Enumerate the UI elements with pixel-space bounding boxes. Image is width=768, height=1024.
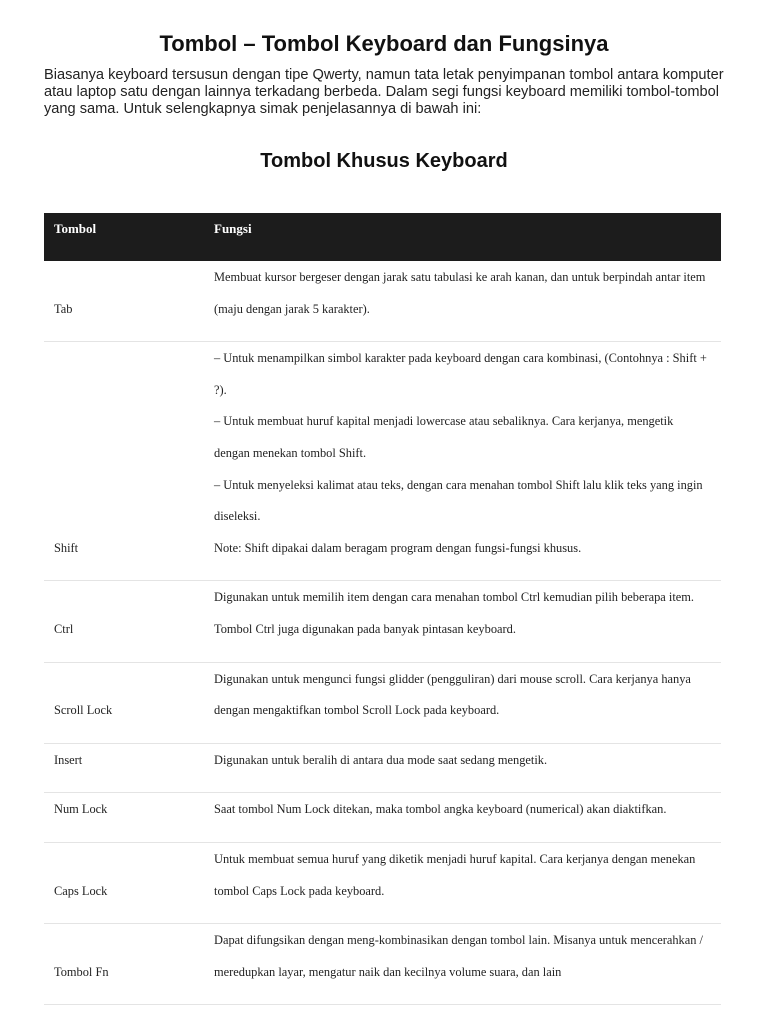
function-text: Digunakan untuk mengunci fungsi glidder (pengguliran) dari mouse scroll. Cara kerjanya hanya dengan mengaktifkan tombol Scroll Lock pada keyboard. [214,671,691,718]
key-cell: Caps Lock [44,842,204,923]
column-header-tombol: Tombol [54,221,97,236]
section-heading: Tombol Khusus Keyboard [260,150,508,172]
page-title: Tombol – Tombol Keyboard dan Fungsinya [159,31,609,56]
key-cell: Tombol Fn [44,924,204,1005]
table-row [44,793,721,843]
function-cell [204,662,721,743]
function-text: Untuk membuat semua huruf yang diketik menjadi huruf kapital. Cara kerjanya dengan menekan tombol Caps Lock pada keyboard. [214,851,696,898]
key-cell: Ctrl [44,581,204,662]
function-cell [204,342,721,581]
key-cell: Scroll Lock [44,662,204,743]
function-cell [204,581,721,662]
key-cell: Num Lock [44,793,204,843]
function-cell [204,261,721,342]
function-text: Dapat difungsikan dengan meng-kombinasikan dengan tombol lain. Misanya untuk mencerahkan / meredupkan layar, mengatur naik dan kecilnya volume suara, dan lain [214,933,703,979]
function-cell [204,924,721,1005]
function-text: – Untuk menyeleksi kalimat atau teks, dengan cara menahan tombol Shift lalu klik teks yang ingin diseleksi. [214,477,703,524]
function-cell [204,842,721,923]
column-header-fungsi: Fungsi [214,221,252,236]
table-row [44,581,721,662]
function-cell [204,743,721,793]
function-text: Membuat kursor bergeser dengan jarak satu tabulasi ke arah kanan, dan untuk berpindah antar item (maju dengan jarak 5 karakter). [214,270,706,316]
table-row [44,342,721,581]
table-row [44,842,721,923]
table-row [44,662,721,743]
table-header-row [44,213,721,261]
key-cell: Insert [44,743,204,793]
function-text: Digunakan untuk memilih item dengan cara menahan tombol Ctrl kemudian pilih beberapa item. Tombol Ctrl juga digunakan pada banyak pintasan keyboard. [214,590,695,636]
keyboard-keys-table [44,213,721,1005]
function-cell [204,793,721,843]
intro-paragraph: Biasanya keyboard tersusun dengan tipe Qwerty, namun tata letak penyimpanan tombol antara komputer atau laptop satu dengan lainnya terkadang berbeda. Dalam segi fungsi keyboard memiliki tombol-tombol yang sama. Untuk selengkapnya simak penjelasannya di bawah ini: [44,67,724,117]
key-cell: Tab [44,261,204,342]
function-text: Saat tombol Num Lock ditekan, maka tombol angka keyboard (numerical) akan diaktifkan. [214,802,667,817]
function-note: Note: Shift dipakai dalam beragam program dengan fungsi-fungsi khusus. [214,540,582,555]
function-text: Digunakan untuk beralih di antara dua mode saat sedang mengetik. [214,752,548,767]
function-text: – Untuk menampilkan simbol karakter pada keyboard dengan cara kombinasi, (Contohnya : Shift + ?). [214,351,707,397]
table-row [44,261,721,342]
key-cell: Shift [44,342,204,581]
table-row [44,743,721,793]
table-row [44,924,721,1005]
function-text: – Untuk membuat huruf kapital menjadi lowercase atau sebaliknya. Cara kerjanya, mengetik dengan menekan tombol Shift. [214,414,674,460]
